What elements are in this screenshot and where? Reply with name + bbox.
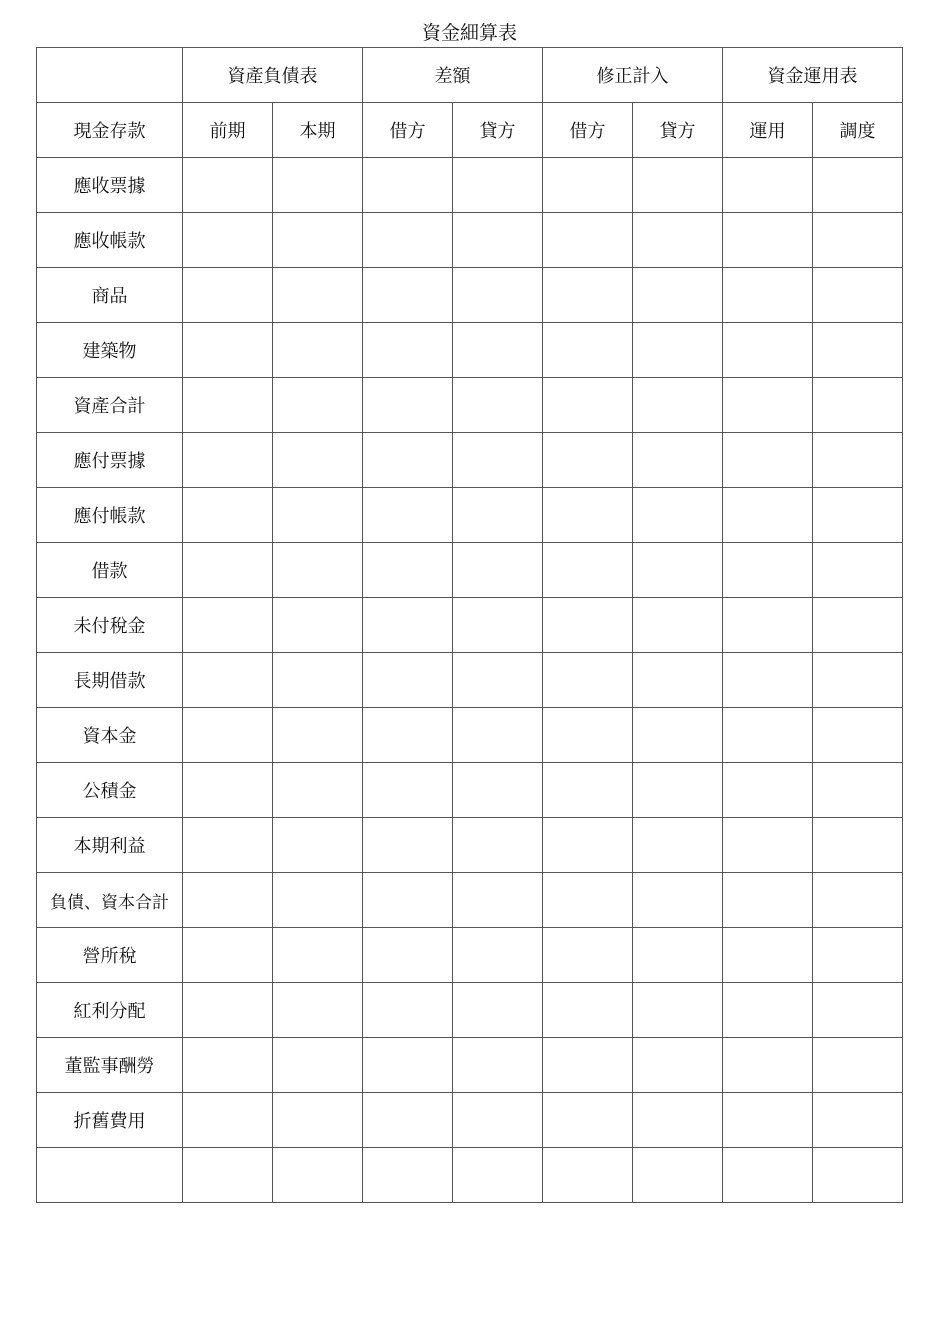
adjustment-credit-cell: [633, 983, 723, 1038]
adjustment-debit-cell: [543, 818, 633, 873]
row-label: 本期利益: [37, 818, 183, 873]
table-row: [37, 378, 903, 433]
adjustment-debit-cell: [543, 323, 633, 378]
sub-header-row: [37, 103, 903, 158]
previous-period-cell: [183, 213, 273, 268]
table-row: [37, 213, 903, 268]
adjustment-credit-cell: [633, 818, 723, 873]
adjustment-credit-cell: [633, 213, 723, 268]
adjustment-debit-cell: [543, 378, 633, 433]
row-label: 未付稅金: [37, 598, 183, 653]
current-period-cell: [273, 1148, 363, 1203]
current-period-cell: [273, 653, 363, 708]
application-cell: [723, 873, 813, 928]
table-row: [37, 708, 903, 763]
difference-credit-cell: [453, 488, 543, 543]
row-label: [37, 1148, 183, 1203]
group-header-adjustment: 修正計入: [543, 48, 723, 103]
application-cell: [723, 1093, 813, 1148]
previous-period-cell: [183, 543, 273, 598]
current-period-cell: [273, 268, 363, 323]
group-header-row: [37, 48, 903, 103]
funding-cell: [813, 763, 903, 818]
previous-period-cell: [183, 488, 273, 543]
difference-credit-cell: [453, 543, 543, 598]
sub-header-adjustment-debit: 借方: [543, 103, 633, 158]
application-cell: [723, 928, 813, 983]
row-label: 公積金: [37, 763, 183, 818]
difference-debit-cell: [363, 708, 453, 763]
previous-period-cell: [183, 433, 273, 488]
fund-calculation-table: [36, 47, 903, 1203]
difference-debit-cell: [363, 268, 453, 323]
funding-cell: [813, 488, 903, 543]
sub-header-current-period: 本期: [273, 103, 363, 158]
funding-cell: [813, 378, 903, 433]
difference-debit-cell: [363, 213, 453, 268]
sub-header-adjustment-credit: 貸方: [633, 103, 723, 158]
difference-debit-cell: [363, 323, 453, 378]
application-cell: [723, 708, 813, 763]
row-label: 紅利分配: [37, 983, 183, 1038]
adjustment-debit-cell: [543, 488, 633, 543]
difference-credit-cell: [453, 818, 543, 873]
previous-period-cell: [183, 708, 273, 763]
current-period-cell: [273, 763, 363, 818]
row-label: 長期借款: [37, 653, 183, 708]
difference-credit-cell: [453, 928, 543, 983]
row-label: 資產合計: [37, 378, 183, 433]
application-cell: [723, 1038, 813, 1093]
sub-header-previous-period: 前期: [183, 103, 273, 158]
previous-period-cell: [183, 983, 273, 1038]
adjustment-credit-cell: [633, 873, 723, 928]
previous-period-cell: [183, 323, 273, 378]
previous-period-cell: [183, 378, 273, 433]
adjustment-credit-cell: [633, 543, 723, 598]
adjustment-credit-cell: [633, 378, 723, 433]
application-cell: [723, 653, 813, 708]
adjustment-debit-cell: [543, 598, 633, 653]
row-label: 借款: [37, 543, 183, 598]
current-period-cell: [273, 818, 363, 873]
funding-cell: [813, 323, 903, 378]
current-period-cell: [273, 983, 363, 1038]
application-cell: [723, 983, 813, 1038]
difference-credit-cell: [453, 323, 543, 378]
row-label-cash: 現金存款: [37, 103, 183, 158]
adjustment-debit-cell: [543, 708, 633, 763]
adjustment-credit-cell: [633, 598, 723, 653]
previous-period-cell: [183, 268, 273, 323]
application-cell: [723, 158, 813, 213]
adjustment-credit-cell: [633, 488, 723, 543]
funding-cell: [813, 1093, 903, 1148]
adjustment-debit-cell: [543, 1093, 633, 1148]
current-period-cell: [273, 1093, 363, 1148]
row-label: 建築物: [37, 323, 183, 378]
sub-header-difference-credit: 貸方: [453, 103, 543, 158]
difference-debit-cell: [363, 1148, 453, 1203]
adjustment-credit-cell: [633, 433, 723, 488]
difference-credit-cell: [453, 213, 543, 268]
current-period-cell: [273, 598, 363, 653]
row-label: 負債、資本合計: [37, 873, 183, 928]
funding-cell: [813, 928, 903, 983]
table-row: [37, 1093, 903, 1148]
funding-cell: [813, 213, 903, 268]
previous-period-cell: [183, 928, 273, 983]
difference-credit-cell: [453, 433, 543, 488]
current-period-cell: [273, 323, 363, 378]
adjustment-debit-cell: [543, 873, 633, 928]
adjustment-credit-cell: [633, 1038, 723, 1093]
difference-debit-cell: [363, 433, 453, 488]
table-row: [37, 323, 903, 378]
adjustment-debit-cell: [543, 268, 633, 323]
difference-credit-cell: [453, 268, 543, 323]
table-row: [37, 433, 903, 488]
difference-credit-cell: [453, 983, 543, 1038]
current-period-cell: [273, 433, 363, 488]
current-period-cell: [273, 378, 363, 433]
table-row: [37, 653, 903, 708]
difference-debit-cell: [363, 378, 453, 433]
sheet-title: 資金細算表: [421, 22, 517, 44]
row-label: 應付帳款: [37, 488, 183, 543]
sub-header-difference-debit: 借方: [363, 103, 453, 158]
difference-debit-cell: [363, 1038, 453, 1093]
table-row: [37, 268, 903, 323]
adjustment-debit-cell: [543, 653, 633, 708]
group-header-difference: 差額: [363, 48, 543, 103]
previous-period-cell: [183, 1038, 273, 1093]
current-period-cell: [273, 873, 363, 928]
funding-cell: [813, 1038, 903, 1093]
current-period-cell: [273, 488, 363, 543]
adjustment-debit-cell: [543, 158, 633, 213]
current-period-cell: [273, 158, 363, 213]
previous-period-cell: [183, 158, 273, 213]
difference-credit-cell: [453, 873, 543, 928]
funding-cell: [813, 708, 903, 763]
sub-header-application: 運用: [723, 103, 813, 158]
funding-cell: [813, 543, 903, 598]
difference-debit-cell: [363, 763, 453, 818]
difference-credit-cell: [453, 378, 543, 433]
group-header-fund-application: 資金運用表: [723, 48, 903, 103]
difference-debit-cell: [363, 928, 453, 983]
previous-period-cell: [183, 1148, 273, 1203]
funding-cell: [813, 268, 903, 323]
sub-header-funding: 調度: [813, 103, 903, 158]
difference-credit-cell: [453, 598, 543, 653]
table-row: [37, 818, 903, 873]
funding-cell: [813, 598, 903, 653]
row-label: 折舊費用: [37, 1093, 183, 1148]
table-row: [37, 1038, 903, 1093]
row-label: 董監事酬勞: [37, 1038, 183, 1093]
group-header-balance-sheet: 資產負債表: [183, 48, 363, 103]
table-row: [37, 763, 903, 818]
difference-debit-cell: [363, 543, 453, 598]
table-row: [37, 488, 903, 543]
application-cell: [723, 378, 813, 433]
adjustment-credit-cell: [633, 323, 723, 378]
table-row: [37, 1148, 903, 1203]
difference-debit-cell: [363, 653, 453, 708]
current-period-cell: [273, 213, 363, 268]
adjustment-debit-cell: [543, 983, 633, 1038]
table-row: [37, 983, 903, 1038]
table-row: [37, 598, 903, 653]
application-cell: [723, 818, 813, 873]
difference-credit-cell: [453, 1038, 543, 1093]
current-period-cell: [273, 1038, 363, 1093]
difference-debit-cell: [363, 1093, 453, 1148]
previous-period-cell: [183, 818, 273, 873]
adjustment-debit-cell: [543, 543, 633, 598]
adjustment-credit-cell: [633, 928, 723, 983]
application-cell: [723, 213, 813, 268]
funding-cell: [813, 818, 903, 873]
difference-debit-cell: [363, 818, 453, 873]
current-period-cell: [273, 543, 363, 598]
application-cell: [723, 598, 813, 653]
funding-cell: [813, 433, 903, 488]
difference-debit-cell: [363, 158, 453, 213]
table-row: [37, 873, 903, 928]
difference-credit-cell: [453, 1148, 543, 1203]
funding-cell: [813, 653, 903, 708]
row-label: 資本金: [37, 708, 183, 763]
application-cell: [723, 488, 813, 543]
current-period-cell: [273, 708, 363, 763]
application-cell: [723, 1148, 813, 1203]
funding-cell: [813, 983, 903, 1038]
current-period-cell: [273, 928, 363, 983]
table-row: [37, 543, 903, 598]
adjustment-credit-cell: [633, 1148, 723, 1203]
adjustment-debit-cell: [543, 763, 633, 818]
previous-period-cell: [183, 1093, 273, 1148]
previous-period-cell: [183, 653, 273, 708]
funding-cell: [813, 158, 903, 213]
adjustment-debit-cell: [543, 1148, 633, 1203]
previous-period-cell: [183, 763, 273, 818]
difference-debit-cell: [363, 983, 453, 1038]
difference-credit-cell: [453, 763, 543, 818]
difference-debit-cell: [363, 873, 453, 928]
funding-cell: [813, 873, 903, 928]
row-label: 商品: [37, 268, 183, 323]
adjustment-debit-cell: [543, 928, 633, 983]
previous-period-cell: [183, 598, 273, 653]
difference-credit-cell: [453, 1093, 543, 1148]
adjustment-debit-cell: [543, 1038, 633, 1093]
difference-credit-cell: [453, 708, 543, 763]
adjustment-credit-cell: [633, 763, 723, 818]
previous-period-cell: [183, 873, 273, 928]
difference-credit-cell: [453, 158, 543, 213]
application-cell: [723, 543, 813, 598]
adjustment-credit-cell: [633, 1093, 723, 1148]
row-label: 營所稅: [37, 928, 183, 983]
application-cell: [723, 433, 813, 488]
difference-debit-cell: [363, 598, 453, 653]
funding-cell: [813, 1148, 903, 1203]
adjustment-credit-cell: [633, 158, 723, 213]
adjustment-debit-cell: [543, 433, 633, 488]
difference-debit-cell: [363, 488, 453, 543]
adjustment-credit-cell: [633, 268, 723, 323]
adjustment-debit-cell: [543, 213, 633, 268]
difference-credit-cell: [453, 653, 543, 708]
row-label: 應付票據: [37, 433, 183, 488]
row-label: 應收票據: [37, 158, 183, 213]
corner-cell: [37, 48, 183, 103]
table-row: [37, 928, 903, 983]
application-cell: [723, 323, 813, 378]
adjustment-credit-cell: [633, 653, 723, 708]
adjustment-credit-cell: [633, 708, 723, 763]
application-cell: [723, 268, 813, 323]
table-row: [37, 158, 903, 213]
row-label: 應收帳款: [37, 213, 183, 268]
application-cell: [723, 763, 813, 818]
